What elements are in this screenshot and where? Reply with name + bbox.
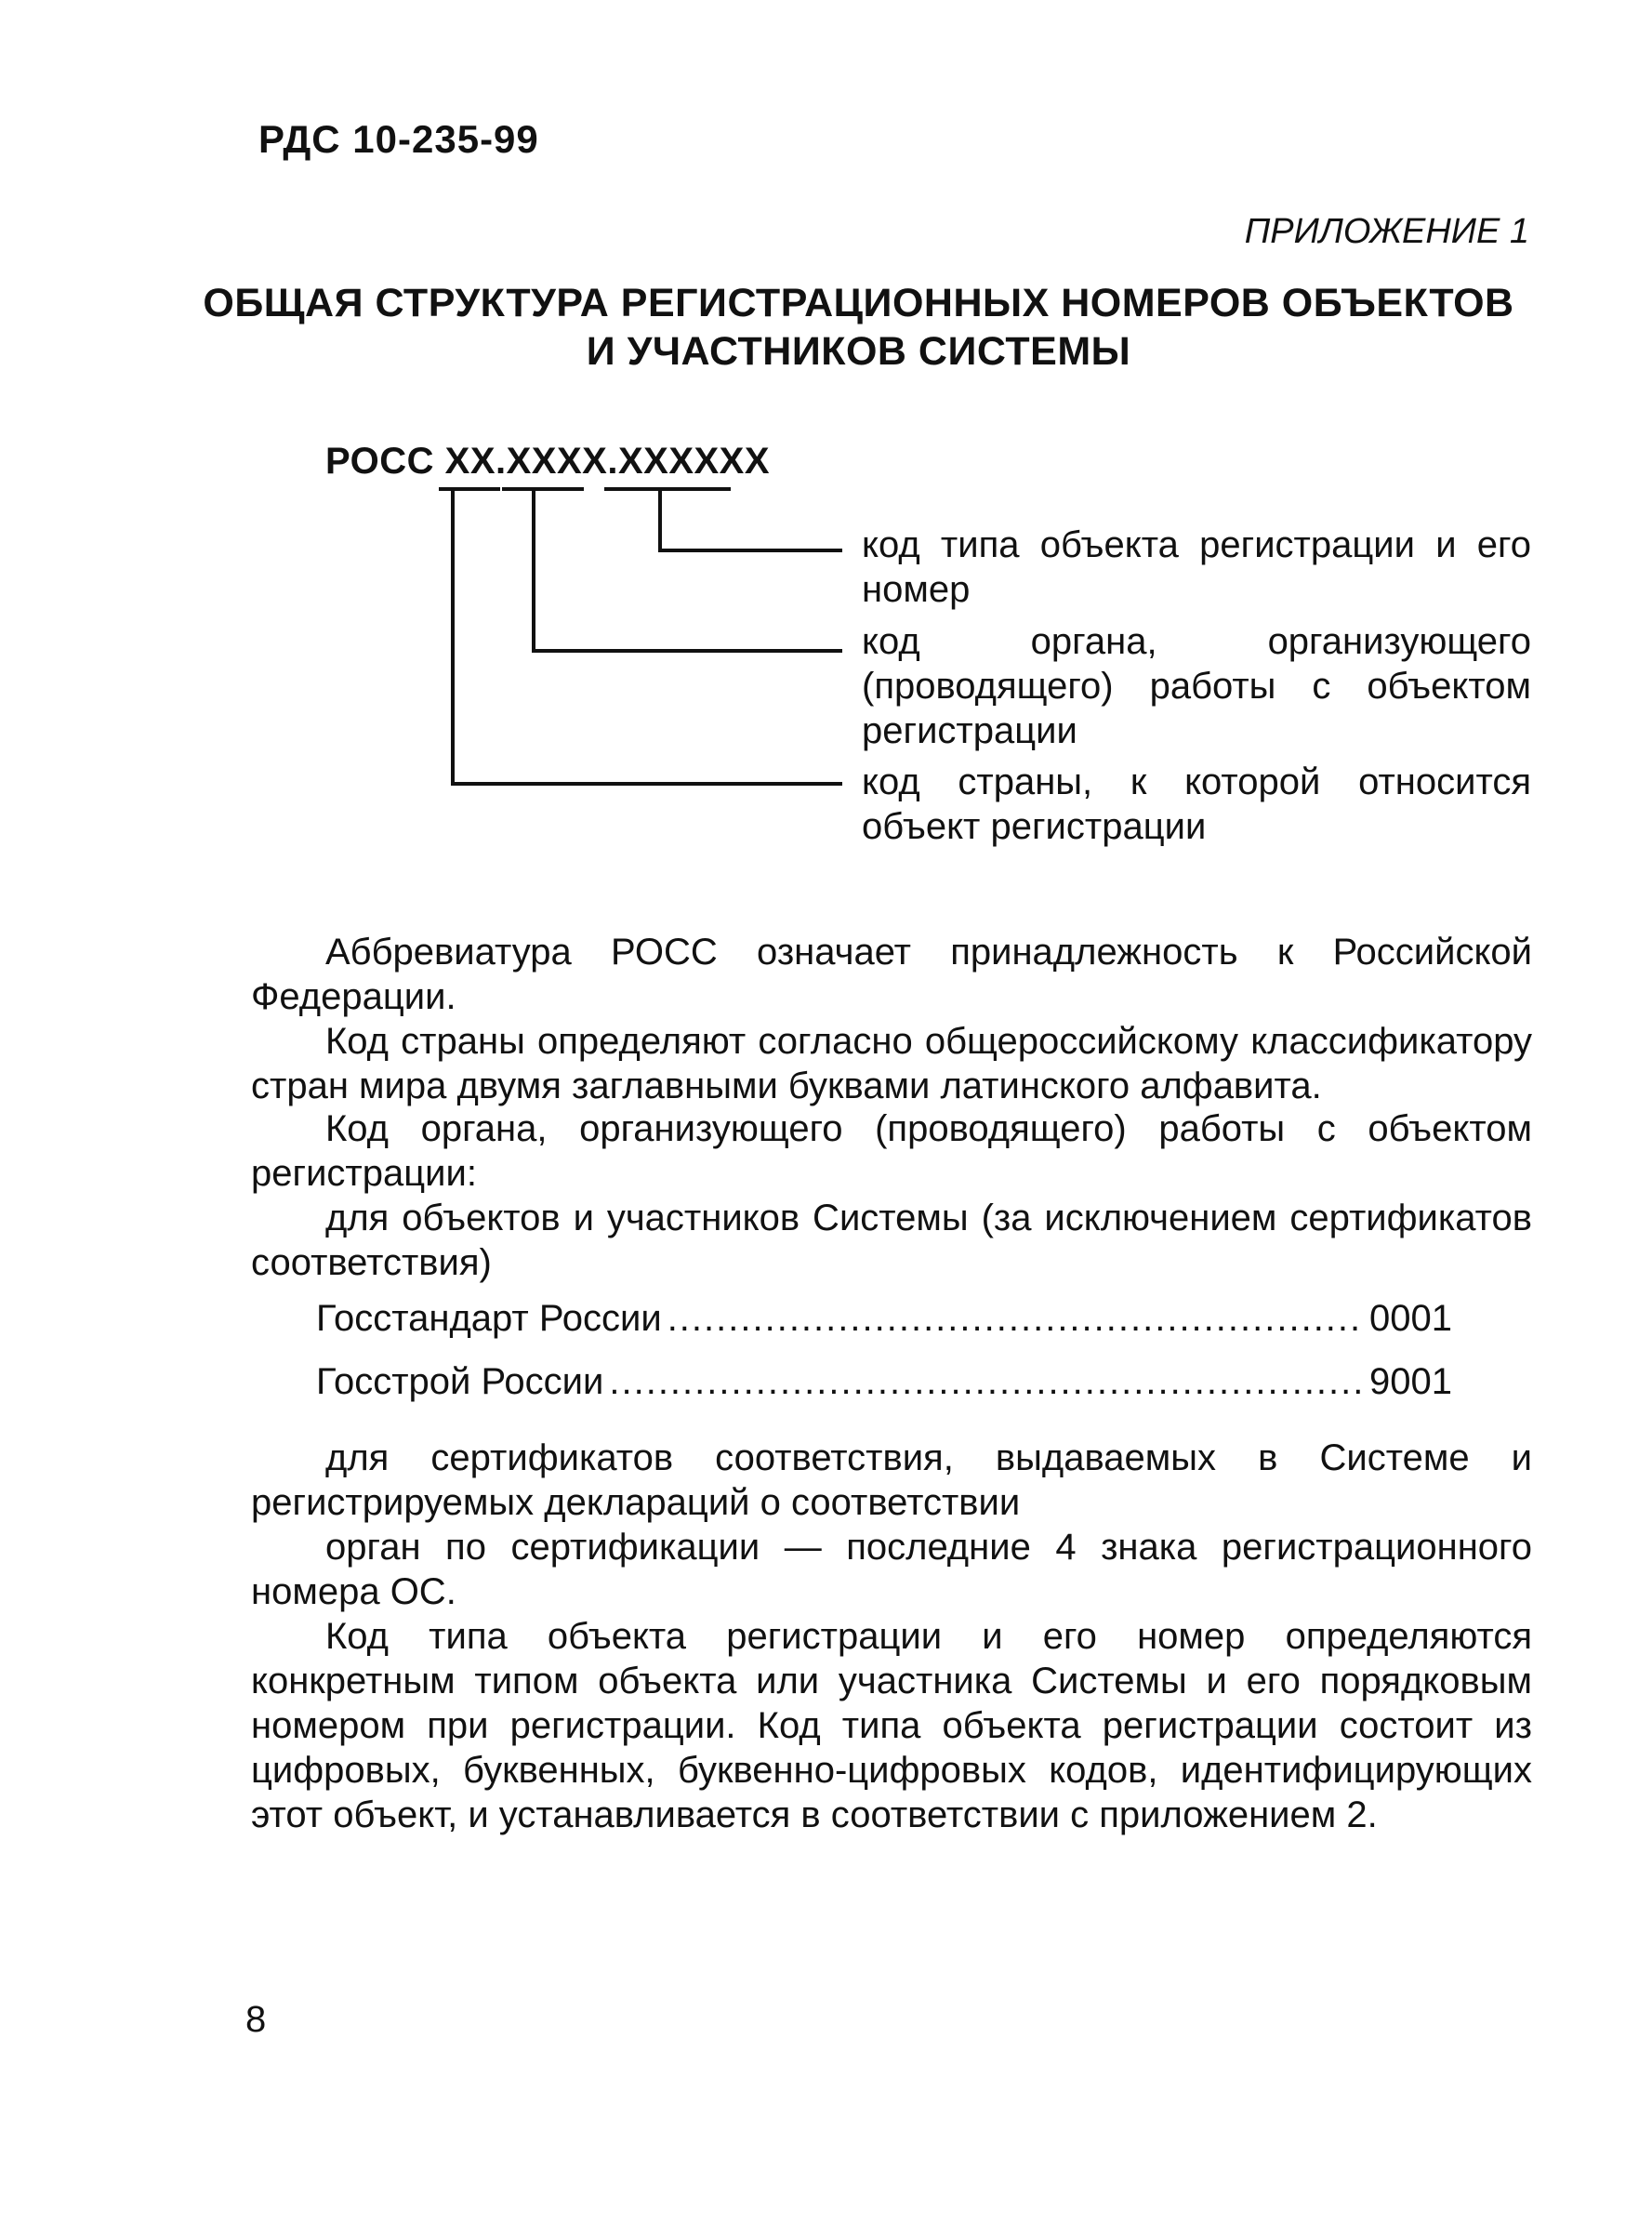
list-item [316, 1359, 1452, 1404]
legend-type-code: код типа объекта регистрации и его номер [862, 524, 1531, 610]
paragraph-certification-body: орган по сертификации — последние 4 знака регистрационного номера ОС. [251, 1527, 1532, 1612]
bracket-type [660, 491, 842, 550]
title-line-2: И УЧАСТНИКОВ СИСТЕМЫ [586, 329, 1131, 374]
organ-code: 9001 [1369, 1361, 1452, 1402]
appendix-label: ПРИЛОЖЕНИЕ 1 [1244, 212, 1529, 251]
page-number: 8 [245, 1999, 267, 2040]
organ-name: Госстандарт России [316, 1298, 662, 1339]
paragraph-certificates: для сертификатов соответствия, выдаваемых в Системе и регистрируемых деклараций о соответствии [251, 1437, 1532, 1523]
legend-country-code: код страны, к которой относится объект регистрации [862, 761, 1531, 847]
title-line-1: ОБЩАЯ СТРУКТУРА РЕГИСТРАЦИОННЫХ НОМЕРОВ ОБЪЕКТОВ [203, 281, 1514, 325]
organ-name: Госстрой России [316, 1361, 604, 1402]
paragraph-country-code: Код страны определяют согласно общероссийскому классификатору стран мира двумя заглавными буквами латинского алфавита. [251, 1021, 1532, 1106]
paragraph-abbreviation: Аббревиатура РОСС означает принадлежность к Российской Федерации. [251, 932, 1532, 1017]
paragraph-organ-code: Код органа, организующего (проводящего) работы с объектом регистрации: [251, 1108, 1532, 1194]
registration-number-pattern: РОСС XX.XXXX.XXXXXX [325, 441, 771, 482]
legend-organ-code: код органа, организующего (проводящего) работы с объектом регистрации [862, 621, 1531, 751]
paragraph-type-code: Код типа объекта регистрации и его номер определяются конкретным типом объекта или участника Системы и его порядковым номером при регистрации. Код типа объекта регистрации состоит из цифровых, буквенных, буквенно-цифровых кодов, идентифицирующих этот объект, и устанавливается в соответствии с приложением 2. [251, 1616, 1532, 1835]
bracket-country [453, 491, 842, 784]
leader-dots [609, 1359, 1364, 1404]
bracket-organ [534, 491, 842, 651]
document-code: РДС 10-235-99 [258, 117, 539, 161]
list-item [316, 1296, 1452, 1341]
leader-dots [667, 1296, 1364, 1341]
organ-code: 0001 [1369, 1298, 1452, 1339]
paragraph-objects-participants: для объектов и участников Системы (за исключением сертификатов соответствия) [251, 1198, 1532, 1283]
